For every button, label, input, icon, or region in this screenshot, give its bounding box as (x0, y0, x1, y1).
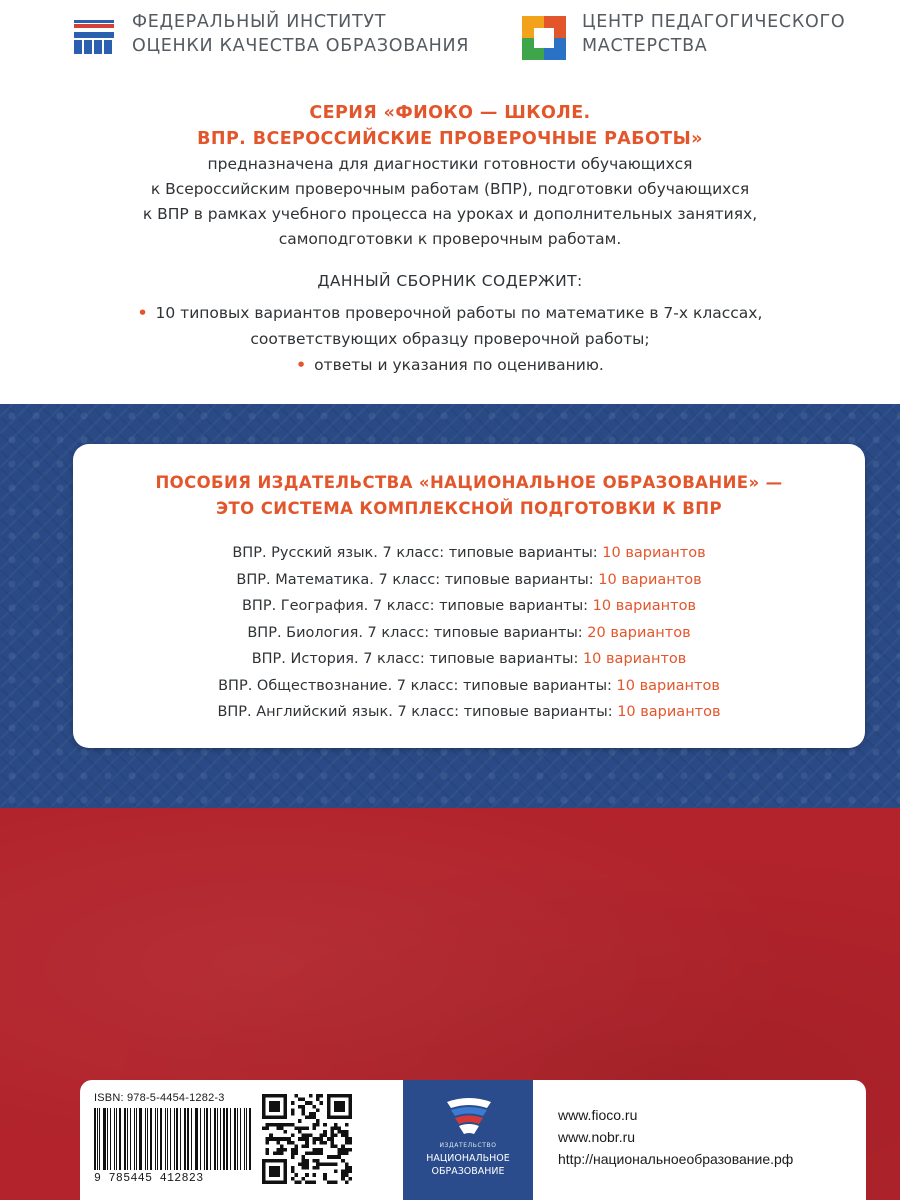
book-title: ВПР. География. 7 класс: типовые варианты: (241, 598, 593, 614)
contents-list (0, 300, 900, 378)
bullet-icon: • (137, 304, 148, 322)
isbn-label: ISBN: 978-5-4454-1282-3 (94, 1092, 225, 1104)
book-item (73, 593, 865, 620)
series-title-line-2: ВПР. ВСЕРОССИЙСКИЕ ПРОВЕРОЧНЫЕ РАБОТЫ» (197, 129, 703, 149)
book-count: 10 вариантов (602, 545, 706, 561)
publisher-name-line-2: ОБРАЗОВАНИЕ (431, 1166, 505, 1177)
book-count: 10 вариантов (617, 704, 721, 720)
book-count: 10 вариантов (616, 677, 720, 694)
link-national-education[interactable]: http://национальноеобразование.рф (558, 1151, 794, 1167)
book-count: 10 вариантов (582, 651, 687, 667)
qr-code-icon (262, 1094, 352, 1184)
link-fioco[interactable]: www.fioco.ru (558, 1107, 638, 1123)
panel-title-line-2: ЭТО СИСТЕМА КОМПЛЕКСНОЙ ПОДГОТОВКИ К ВПР (215, 499, 722, 518)
book-title: ВПР. История. 7 класс: типовые варианты: (251, 651, 583, 667)
barcode-icon (94, 1108, 254, 1170)
link-nobr[interactable]: www.nobr.ru (558, 1129, 636, 1145)
cpm-line-1: ЦЕНТР ПЕДАГОГИЧЕСКОГО (582, 12, 846, 32)
cpm-logo-block (520, 10, 845, 62)
barcode-number: 9 785445 412823 (94, 1172, 204, 1185)
cpm-line-2: МАСТЕРСТВА (582, 36, 708, 56)
fioko-line-1: ФЕДЕРАЛЬНЫЙ ИНСТИТУТ (132, 12, 387, 32)
book-title: ВПР. Русский язык. 7 класс: типовые варианты: (232, 545, 603, 561)
publisher-panel (73, 444, 865, 748)
book-item (73, 699, 865, 726)
publisher-name-line-1: НАЦИОНАЛЬНОЕ (426, 1153, 510, 1164)
series-desc-line-2: к Всероссийским проверочным работам (ВПР), подготовки обучающихся (150, 180, 750, 198)
publisher-logo-box (403, 1080, 533, 1200)
book-item (73, 620, 865, 647)
book-title: ВПР. Английский язык. 7 класс: типовые варианты: (217, 704, 618, 720)
book-title: ВПР. Обществознание. 7 класс: типовые варианты: (218, 677, 617, 694)
series-desc-line-4: самоподготовки к проверочным работам. (278, 230, 622, 248)
contents-item-2-text: ответы и указания по оцениванию. (314, 356, 604, 374)
series-desc-line-3: к ВПР в рамках учебного процесса на уроках и дополнительных занятиях, (142, 205, 758, 223)
book-list (73, 540, 865, 726)
isbn-block (94, 1092, 264, 1185)
fioko-logo-icon (70, 14, 118, 62)
book-item (73, 673, 865, 700)
contents-item-1 (0, 300, 900, 326)
fioko-logo-block (70, 10, 469, 62)
top-section (0, 0, 900, 404)
book-count: 10 вариантов (598, 571, 702, 588)
series-title (0, 100, 900, 152)
contents-heading: ДАННЫЙ СБОРНИК СОДЕРЖИТ: (317, 272, 583, 290)
contents-item-1-line-2: соответствующих образцу проверочной работы; (250, 330, 650, 348)
book-item (73, 567, 865, 594)
footer-strip (80, 1080, 866, 1200)
series-title-line-1: СЕРИЯ «ФИОКО — ШКОЛЕ. (309, 103, 591, 123)
book-count: 10 вариантов (592, 598, 697, 614)
fioko-line-2: ОЦЕНКИ КАЧЕСТВА ОБРАЗОВАНИЯ (132, 36, 470, 56)
cpm-logo-icon (520, 14, 568, 62)
publisher-name (403, 1152, 533, 1178)
panel-title (73, 470, 865, 522)
book-title: ВПР. Математика. 7 класс: типовые варианты: (236, 571, 599, 588)
series-description (0, 152, 900, 252)
contents-item-2 (0, 352, 900, 378)
book-item (73, 646, 865, 673)
book-count: 20 вариантов (587, 624, 691, 641)
book-item (73, 540, 865, 567)
series-desc-line-1: предназначена для диагностики готовности обучающихся (207, 155, 693, 173)
bullet-icon: • (296, 356, 307, 374)
footer-links (558, 1104, 793, 1170)
book-title: ВПР. Биология. 7 класс: типовые варианты: (247, 624, 588, 641)
publisher-small-label: ИЗДАТЕЛЬСТВО (439, 1142, 497, 1149)
contents-item-1-line-1: 10 типовых вариантов проверочной работы по математике в 7-х классах, (155, 304, 763, 322)
panel-title-line-1: ПОСОБИЯ ИЗДАТЕЛЬСТВА «НАЦИОНАЛЬНОЕ ОБРАЗОВАНИЕ» — (155, 473, 783, 492)
publisher-logo-icon (441, 1092, 497, 1138)
